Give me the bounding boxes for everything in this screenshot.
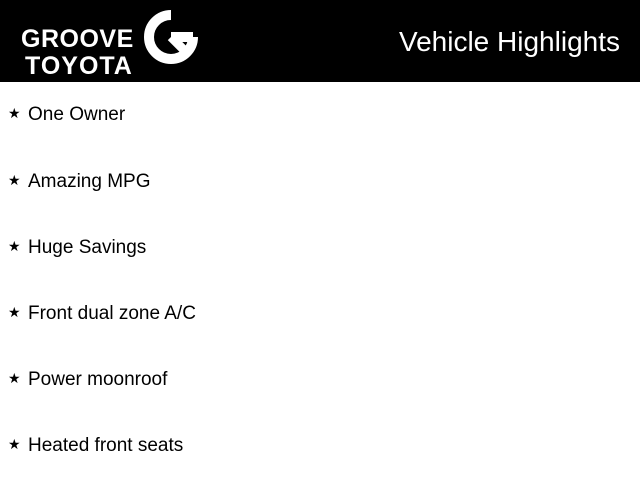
highlight-label: Huge Savings [28,237,147,258]
header-banner [0,0,640,82]
star-icon: ★ [8,436,21,452]
highlight-label: One Owner [28,104,126,125]
groove-toyota-logo [16,6,206,80]
highlight-item-heated-front-seats [8,434,183,458]
logo-line-groove: GROOVE [21,25,134,53]
highlight-label: Power moonroof [28,369,168,390]
star-icon: ★ [8,105,21,121]
highlight-item-huge-savings [8,236,146,260]
page-title: Vehicle Highlights [398,26,620,57]
highlight-label: Amazing MPG [28,171,151,192]
highlight-item-one-owner [8,103,125,127]
star-icon: ★ [8,370,21,386]
groove-g-logo-icon [140,6,202,68]
highlight-item-amazing-mpg [8,170,150,194]
highlight-label: Front dual zone A/C [28,303,196,324]
highlight-item-power-moonroof [8,368,167,392]
highlight-label: Heated front seats [28,435,184,456]
star-icon: ★ [8,172,21,188]
highlight-item-front-dual-zone-ac [8,302,196,326]
star-icon: ★ [8,238,21,254]
star-icon: ★ [8,304,21,320]
logo-line-toyota: TOYOTA [25,52,133,80]
